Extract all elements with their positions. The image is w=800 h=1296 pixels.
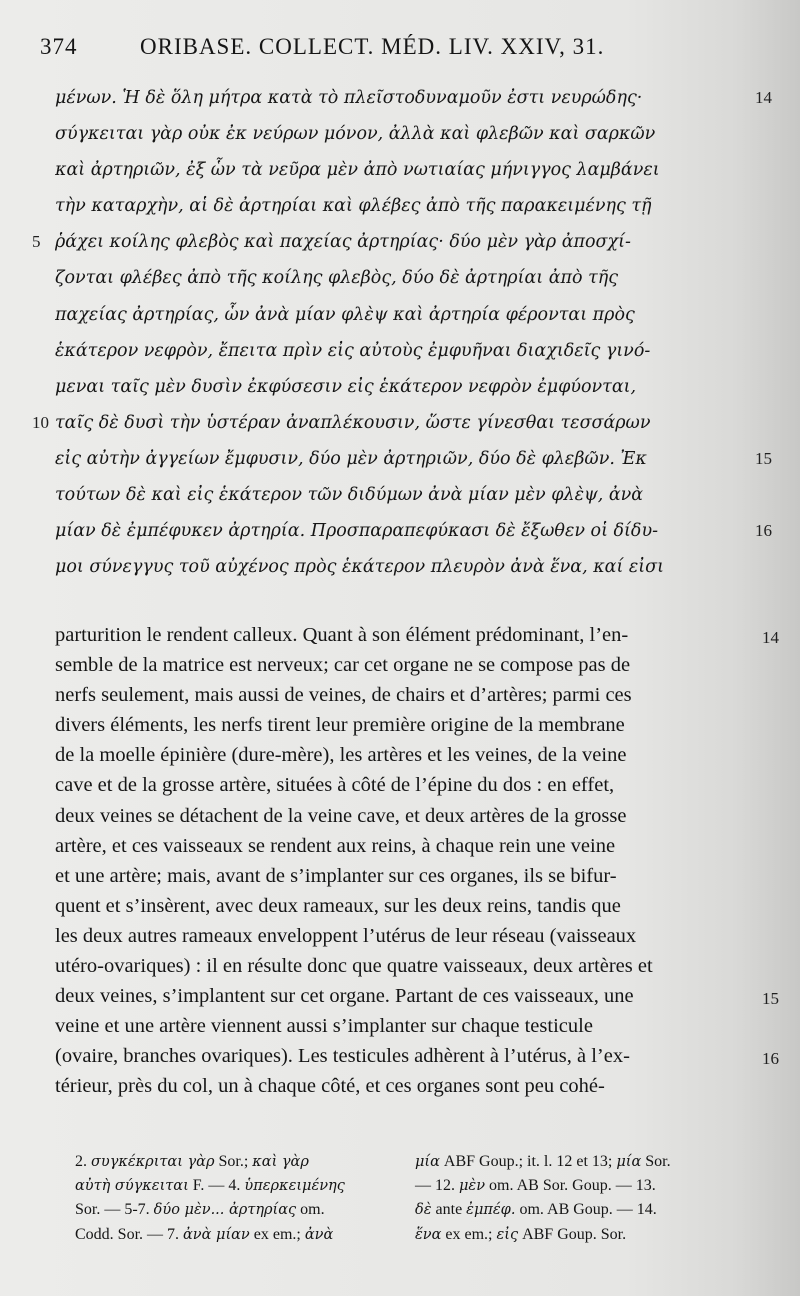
- margin-line-number: 10: [32, 412, 49, 432]
- greek-text-line: τὴν καταρχὴν, αἱ δὲ ἀρτηρίαι καὶ φλέβες ἀπὸ τῆς παρακειμένης τῇ: [55, 196, 652, 217]
- french-text-line: les deux autres rameaux enveloppent l’utérus de leur réseau (vaisseaux: [55, 924, 637, 947]
- french-text-line: divers éléments, les nerfs tirent leur première origine de la membrane: [55, 714, 625, 737]
- footnotes-right-column: [415, 1150, 775, 1247]
- margin-line-number: 15: [755, 449, 772, 468]
- french-text-line: veine et une artère viennent aussi s’implanter sur chaque testicule: [55, 1015, 593, 1038]
- french-text-line: utéro-ovariques) : il en résulte donc que quatre vaisseaux, deux artères et: [55, 955, 653, 978]
- french-text-line: parturition le rendent calleux. Quant à son élément prédominant, l’en-: [55, 624, 629, 646]
- footnotes-left-column: [75, 1150, 395, 1247]
- greek-text-line: ῥάχει κοίλης φλεβὸς καὶ παχείας ἀρτηρίας· δύο μὲν γὰρ ἀποσχί-: [55, 232, 631, 253]
- greek-text-line: τούτων δὲ καὶ εἰς ἑκάτερον τῶν διδύμων ἀνὰ μίαν μὲν φλὲψ, ἀνὰ: [55, 485, 644, 506]
- greek-text-line: σύγκειται γὰρ οὐκ ἐκ νεύρων μόνον, ἀλλὰ καὶ φλεβῶν καὶ σαρκῶν: [55, 124, 656, 145]
- french-text-line: térieur, près du col, un à chaque côté, et ces organes sont peu cohé-: [55, 1075, 605, 1098]
- footnote-line: αὐτὴ σύγκειται F. — 4. ὑπερκειμένης: [75, 1177, 345, 1195]
- greek-text-line: μένων. Ἡ δὲ ὅλη μήτρα κατὰ τὸ πλεῖστοδυναμοῦν ἐστι νευρώδης·: [55, 88, 643, 108]
- greek-text-line: ταῖς δὲ δυσὶ τὴν ὑστέραν ἀναπλέκουσιν, ὥστε γίνεσθαι τεσσάρων: [55, 412, 651, 433]
- margin-line-number: 14: [755, 88, 772, 107]
- page-number: 374: [40, 34, 78, 59]
- greek-text-line: παχείας ἀρτηρίας, ὧν ἀνὰ μίαν φλὲψ καὶ ἀρτηρία φέρονται πρὸς: [55, 304, 635, 325]
- greek-text-line: μεναι ταῖς μὲν δυσὶν ἐκφύσεσιν εἰς ἑκάτερον νεφρὸν ἐμφύονται,: [55, 376, 637, 397]
- greek-text-line: καὶ ἀρτηριῶν, ἐξ ὧν τὰ νεῦρα μὲν ἀπὸ νωτιαίας μήνιγγος λαμβάνει: [55, 160, 660, 181]
- french-text-line: cave et de la grosse artère, situées à côté de l’épine du dos : en effet,: [55, 774, 615, 797]
- running-title: ORIBASE. COLLECT. MÉD. LIV. XXIV, 31.: [140, 34, 605, 59]
- footnote-line: δὲ ante ἐμπέφ. om. AB Goup. — 14.: [415, 1201, 657, 1219]
- footnote-line: Codd. Sor. — 7. ἀνὰ μίαν ex em.; ἀνὰ: [75, 1225, 334, 1243]
- french-text-line: et une artère; mais, avant de s’implanter sur ces organes, ils se bifur-: [55, 864, 617, 887]
- greek-text-line: μοι σύνεγγυς τοῦ αὐχένος πρὸς ἑκάτερον πλευρὸν ἀνὰ ἕνα, καί εἰσι: [55, 557, 664, 578]
- french-text-line: nerfs seulement, mais aussi de veines, de chairs et d’artères; parmi ces: [55, 684, 632, 707]
- margin-line-number: 16: [762, 1049, 779, 1069]
- margin-line-number: 15: [762, 989, 779, 1009]
- french-text-line: artère, et ces vaisseaux se rendent aux reins, à chaque rein une veine: [55, 834, 616, 857]
- greek-text-block: [55, 80, 775, 585]
- french-text-line: (ovaire, branches ovariques). Les testicules adhèrent à l’utérus, à l’ex-: [55, 1045, 630, 1068]
- greek-text-line: ζονται φλέβες ἀπὸ τῆς κοίλης φλεβὸς, δύο δὲ ἀρτηρίαι ἀπὸ τῆς: [55, 268, 619, 289]
- french-translation-block: [55, 620, 755, 1102]
- footnote-line: ἕνα ex em.; εἰς ABF Goup. Sor.: [415, 1225, 627, 1243]
- greek-text-line: ἑκάτερον νεφρὸν, ἔπειτα πρὶν εἰς αὐτοὺς ἐμφυῆναι διαχιδεῖς γινό-: [55, 340, 651, 361]
- running-header: [40, 34, 680, 74]
- french-text-line: deux veines, s’implantent sur cet organe. Partant de ces vaisseaux, une: [55, 985, 634, 1008]
- footnote-line: Sor. — 5-7. δύο μὲν... ἀρτηρίας om.: [75, 1201, 325, 1219]
- footnote-line: 2. συγκέκριται γὰρ Sor.; καὶ γὰρ: [75, 1153, 309, 1170]
- french-text-line: quent et s’insèrent, avec deux rameaux, sur les deux reins, tandis que: [55, 894, 621, 917]
- margin-line-number: 14: [762, 628, 779, 647]
- french-text-line: deux veines se détachent de la veine cave, et deux artères de la grosse: [55, 804, 627, 827]
- footnote-line: — 12. μὲν om. AB Sor. Goup. — 13.: [415, 1177, 656, 1195]
- greek-text-line: εἰς αὐτὴν ἀγγείων ἔμφυσιν, δύο μὲν ἀρτηριῶν, δύο δὲ φλεβῶν. Ἐκ: [55, 448, 647, 469]
- margin-line-number: 5: [32, 232, 41, 252]
- french-text-line: de la moelle épinière (dure-mère), les artères et les veines, de la veine: [55, 744, 627, 767]
- french-text-line: semble de la matrice est nerveux; car cet organe ne se compose pas de: [55, 654, 631, 677]
- margin-line-number: 16: [755, 521, 772, 541]
- footnote-line: μία ABF Goup.; it. l. 12 et 13; μία Sor.: [415, 1153, 671, 1170]
- greek-text-line: μίαν δὲ ἐμπέφυκεν ἀρτηρία. Προσπαραπεφύκασι δὲ ἔξωθεν οἱ δίδυ-: [55, 521, 658, 542]
